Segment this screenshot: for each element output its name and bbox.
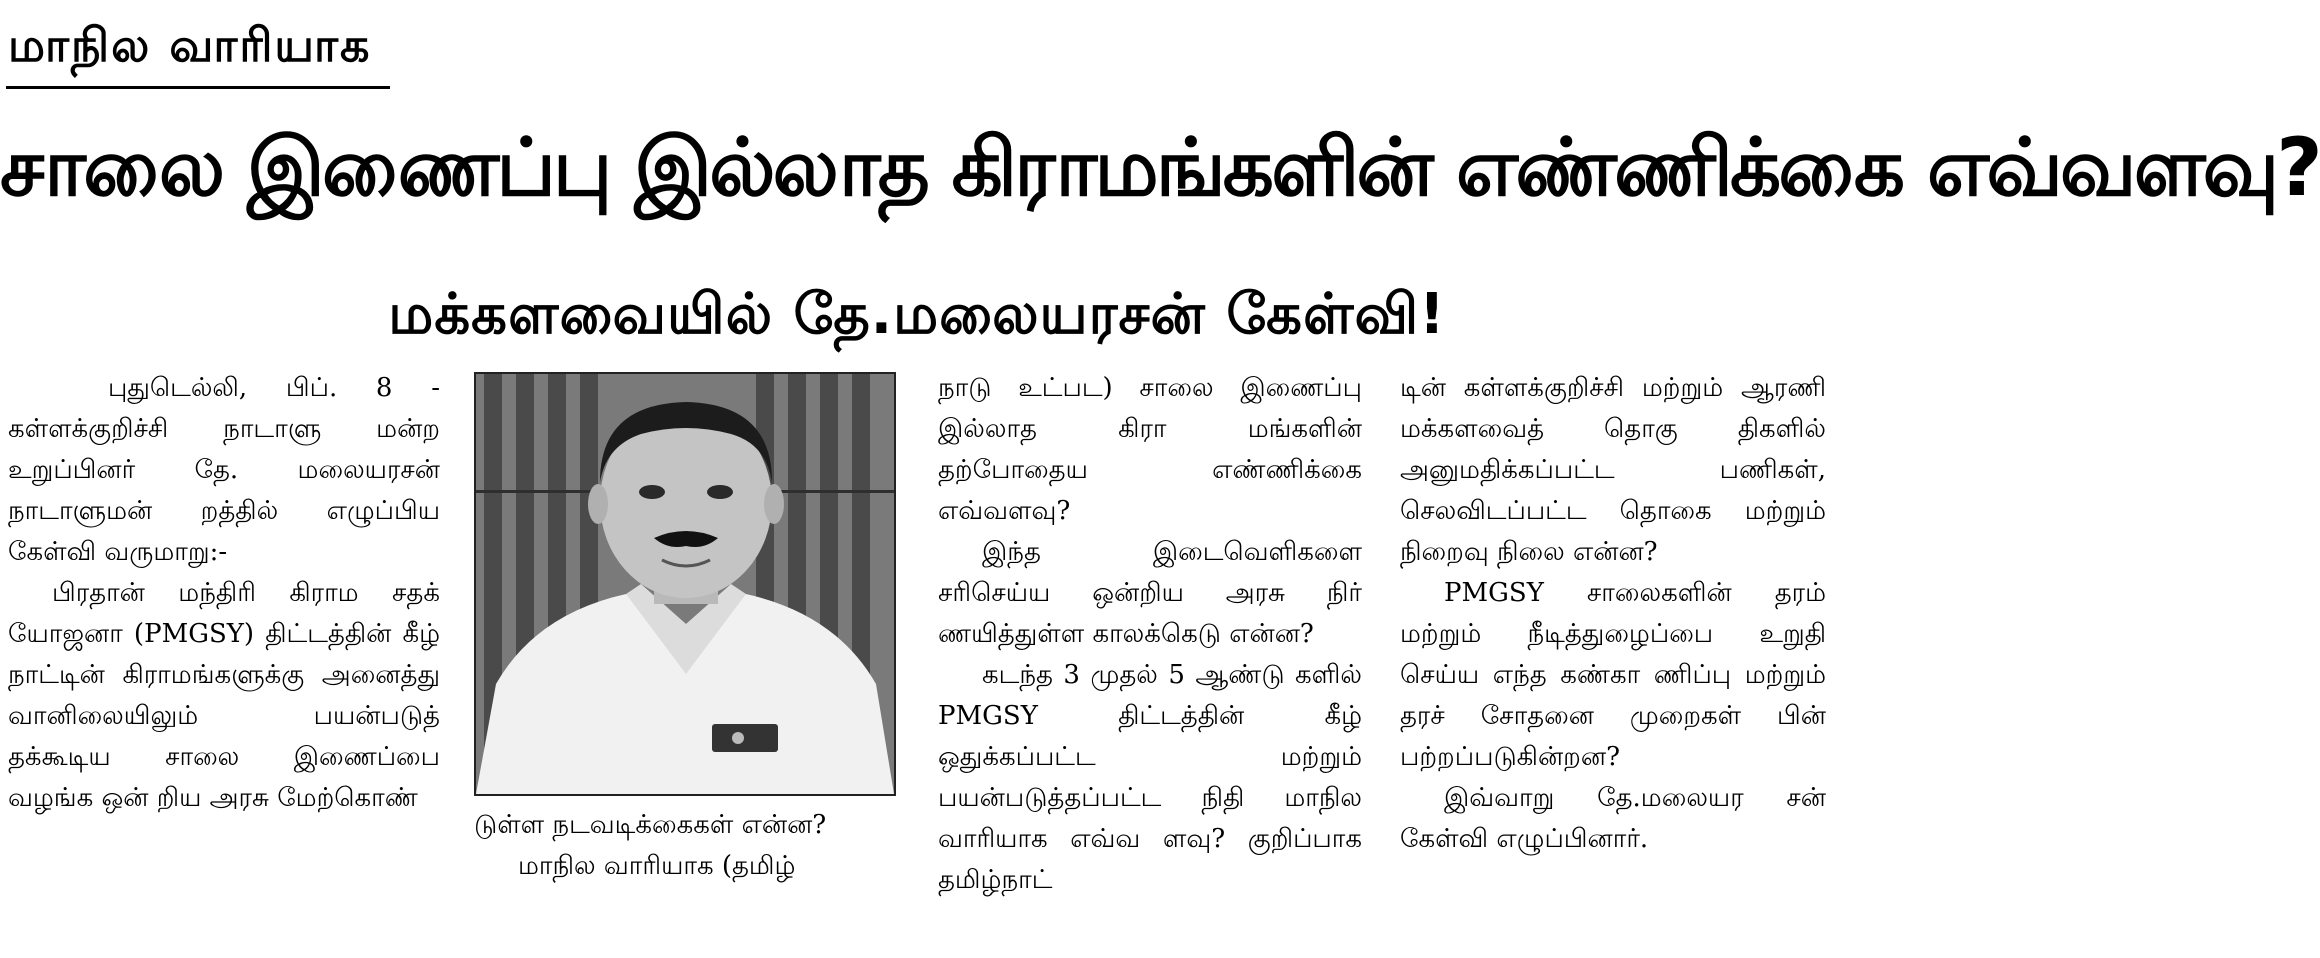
paragraph: நாடு உட்பட) சாலை இணைப்பு இல்லாத கிரா மங்களின் தற்போதைய எண்ணிக்கை எவ்வளவு? xyxy=(938,373,1362,526)
article-column-4 xyxy=(1400,368,1826,860)
paragraph: டின் கள்ளக்குறிச்சி மற்றும் ஆரணி மக்களவைத் தொகு திகளில் அனுமதிக்கப்பட்ட பணிகள், செலவிடப்பட்ட தொகை மற்றும் நிறைவு நிலை என்ன? xyxy=(1400,373,1826,567)
article-column-1 xyxy=(8,368,440,819)
paragraph: PMGSY சாலைகளின் தரம் மற்றும் நீடித்துழைப்பை உறுதி செய்ய எந்த கண்கா ணிப்பு மற்றும் தரச் சோதனை முறைகள் பின் பற்றப்படுகின்றன? xyxy=(1400,578,1826,772)
paragraph: பிரதான் மந்திரி கிராம சதக் யோஜனா (PMGSY) திட்டத்தின் கீழ் நாட்டின் கிராமங்களுக்கு அனைத்து வானிலையிலும் பயன்படுத் தக்கூடிய சாலை இணைப்பை வழங்க ஒன் றிய அரசு மேற்கொண் xyxy=(8,578,440,813)
paragraph: மாநில வாரியாக (தமிழ் xyxy=(518,851,796,881)
portrait-photo-art xyxy=(476,374,894,794)
paragraph: கடந்த 3 முதல் 5 ஆண்டு களில் PMGSY திட்டத்தின் கீழ் ஒதுக்கப்பட்ட மற்றும் பயன்படுத்தப்பட்ட நிதி மாநில வாரியாக எவ்வ ளவு? குறிப்பாக தமிழ்நாட் xyxy=(938,660,1362,895)
paragraph: இந்த இடைவெளிகளை சரிசெய்ய ஒன்றிய அரசு நிர் ணயித்துள்ள காலக்கெடு என்ன? xyxy=(938,537,1362,649)
portrait-photo xyxy=(474,372,896,796)
paragraph: இவ்வாறு தே.மலையர சன் கேள்வி எழுப்பினார். xyxy=(1400,783,1826,854)
kicker-underline xyxy=(6,86,390,89)
article-column-3 xyxy=(938,368,1362,901)
headline: சாலை இணைப்பு இல்லாத கிராமங்களின் எண்ணிக்கை எவ்வளவு? xyxy=(0,121,2320,214)
subheadline: மக்களவையில் தே.மலையரசன் கேள்வி! xyxy=(388,282,1446,347)
paragraph: டுள்ள நடவடிக்கைகள் என்ன? xyxy=(474,810,827,840)
section-kicker: மாநில வாரியாக xyxy=(8,18,372,72)
paragraph: புதுடெல்லி, பிப். 8 - கள்ளக்குறிச்சி நாடாளு மன்ற உறுப்பினர் தே. மலையரசன் நாடாளுமன் றத்தில் எழுப்பிய கேள்வி வருமாறு:- xyxy=(8,373,440,567)
article-column-2 xyxy=(474,805,906,887)
